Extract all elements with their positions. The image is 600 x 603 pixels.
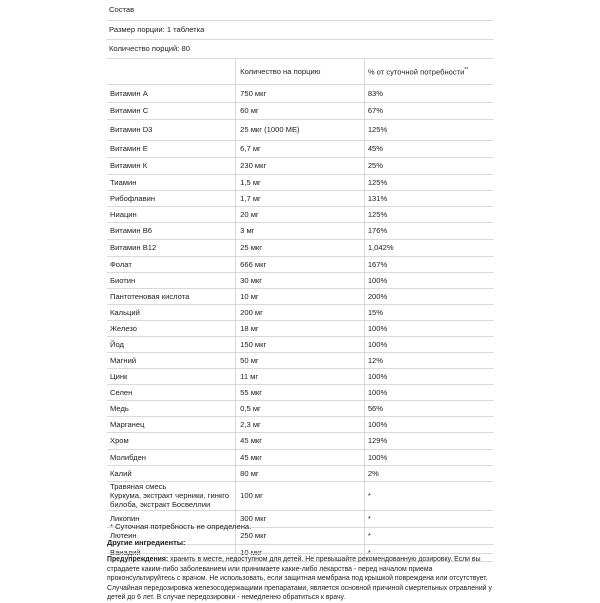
nutrient-row [107,481,493,510]
nutrient-row [107,368,493,384]
nutrient-amount: 0,5 мг [236,400,365,416]
nutrient-amount: 6,7 мг [236,140,365,157]
nutrient-amount: 25 мкг [236,239,365,256]
nutrient-dv: 125% [364,119,493,140]
nutrient-row [107,352,493,368]
facts-table [107,0,493,562]
nutrient-name: Йод [107,336,236,352]
nutrient-amount: 666 мкг [236,256,365,272]
nutrient-name: Ликопин [107,510,236,527]
nutrient-name: Витамин Е [107,140,236,157]
nutrient-name: Витамин С [107,102,236,119]
serving-size: Размер порции: 1 таблетка [107,20,493,39]
nutrient-name: Железо [107,320,236,336]
supplement-facts [107,0,493,562]
nutrient-amount: 300 мкг [236,510,365,527]
nutrient-row [107,449,493,465]
nutrient-amount: 250 мкг [236,527,365,544]
nutrient-name: Селен [107,384,236,400]
nutrient-row [107,157,493,174]
nutrient-row [107,400,493,416]
nutrient-row [107,140,493,157]
nutrient-name: Ниацин [107,206,236,222]
nutrient-name: Витамин В6 [107,222,236,239]
nutrient-name: Тиамин [107,174,236,190]
composition-title: Состав [107,0,493,20]
nutrient-dv: 100% [364,416,493,432]
nutrient-name: Калий [107,465,236,481]
nutrient-amount: 10 мг [236,288,365,304]
nutrient-amount: 55 мкг [236,384,365,400]
nutrient-row [107,320,493,336]
nutrient-dv: 83% [364,84,493,102]
warning-text [107,555,493,603]
nutrient-dv: * [364,544,493,561]
nutrient-dv: 2% [364,465,493,481]
nutrient-dv: 200% [364,288,493,304]
nutrient-name: Витамин В12 [107,239,236,256]
nutrient-row [107,288,493,304]
nutrient-row [107,119,493,140]
nutrient-dv: 100% [364,336,493,352]
nutrient-dv: 1,042% [364,239,493,256]
nutrient-amount: 3 мг [236,222,365,239]
footnote: * Суточная потребность не определена. [110,522,252,531]
nutrient-name: Медь [107,400,236,416]
warning-label: Предупреждения: [107,556,169,563]
nutrient-name: Травяная смесь Куркума, экстракт черники, гинкго билоба, экстракт Босвеллии [107,481,236,510]
nutrient-dv: 100% [364,320,493,336]
nutrient-name: Пантотеновая кислота [107,288,236,304]
serving-size-row [107,20,493,39]
composition-row [107,0,493,20]
nutrient-name: Рибофлавин [107,190,236,206]
amount-header: Количество на порцию [236,58,365,84]
nutrient-name: Кальций [107,304,236,320]
nutrient-amount: 100 мг [236,481,365,510]
nutrient-row [107,222,493,239]
nutrient-name: Ванадий [107,544,236,561]
nutrient-name: Витамин К [107,157,236,174]
nutrient-dv: * [364,510,493,527]
nutrient-dv: 131% [364,190,493,206]
nutrient-amount: 45 мкг [236,449,365,465]
dv-footnote-mark: ** [464,66,469,73]
nutrient-amount: 11 мг [236,368,365,384]
nutrient-row [107,384,493,400]
nutrient-name: Биотин [107,272,236,288]
nutrient-name: Фолат [107,256,236,272]
column-header-row [107,58,493,84]
nutrient-amount: 80 мг [236,465,365,481]
nutrient-dv: 125% [364,206,493,222]
nutrient-amount: 1,7 мг [236,190,365,206]
nutrient-row [107,102,493,119]
nutrient-amount: 1,5 мг [236,174,365,190]
nutrient-row [107,432,493,449]
nutrient-amount: 10 мкг [236,544,365,561]
nutrient-amount: 230 мкг [236,157,365,174]
nutrient-row [107,239,493,256]
nutrient-name: Витамин D3 [107,119,236,140]
nutrient-amount: 50 мг [236,352,365,368]
nutrient-amount: 200 мг [236,304,365,320]
nutrient-dv: * [364,527,493,544]
other-ingredients: Другие ингредиенты: [107,538,493,554]
nutrient-amount: 60 мг [236,102,365,119]
nutrient-row [107,336,493,352]
nutrient-dv: 176% [364,222,493,239]
nutrient-name: Витамин А [107,84,236,102]
nutrient-name: Марганец [107,416,236,432]
nutrient-row [107,416,493,432]
nutrient-dv: 129% [364,432,493,449]
warning-body: хранить в месте, недоступном для детей. Не превышайте рекомендованную дозировку. Если вы страдаете каким-либо заболеванием или принимаете какие-либо лекарства - перед началом приема проконсультируйтесь с врачом. Не использовать, если защитная мембрана под крышкой повреждена или отсутствует. Случайная передозировка железосодержащими препаратами, является основной причиной смертельных отравлений у детей до 6 лет. В случае передозировки - немедленно обратиться к врачу. [107,556,492,601]
servings-row [107,39,493,58]
nutrient-dv: 25% [364,157,493,174]
nutrient-row [107,272,493,288]
nutrient-dv: 67% [364,102,493,119]
nutrient-row [107,465,493,481]
nutrient-dv: 12% [364,352,493,368]
nutrient-name: Молибден [107,449,236,465]
nutrient-amount: 2,3 мг [236,416,365,432]
nutrient-name: Магний [107,352,236,368]
nutrient-dv: * [364,481,493,510]
nutrient-amount: 25 мкг (1000 МЕ) [236,119,365,140]
nutrient-row [107,256,493,272]
nutrient-amount: 45 мкг [236,432,365,449]
nutrient-amount: 150 мкг [236,336,365,352]
nutrient-name: Цинк [107,368,236,384]
nutrient-amount: 750 мкг [236,84,365,102]
nutrient-row [107,84,493,102]
nutrient-row [107,206,493,222]
nutrient-amount: 30 мкг [236,272,365,288]
nutrient-dv: 56% [364,400,493,416]
nutrient-row [107,174,493,190]
nutrient-amount: 20 мг [236,206,365,222]
nutrient-dv: 100% [364,368,493,384]
nutrient-dv: 15% [364,304,493,320]
nutrient-row [107,304,493,320]
dv-header: % от суточной потребности** [364,58,493,84]
nutrient-name: Хром [107,432,236,449]
nutrient-dv: 167% [364,256,493,272]
servings-count: Количество порций: 80 [107,39,493,58]
nutrient-dv: 100% [364,384,493,400]
nutrient-dv: 100% [364,272,493,288]
nutrient-dv: 125% [364,174,493,190]
nutrient-amount: 18 мг [236,320,365,336]
nutrient-dv: 100% [364,449,493,465]
nutrient-dv: 45% [364,140,493,157]
nutrient-name: Лютеин [107,527,236,544]
nutrient-row [107,190,493,206]
